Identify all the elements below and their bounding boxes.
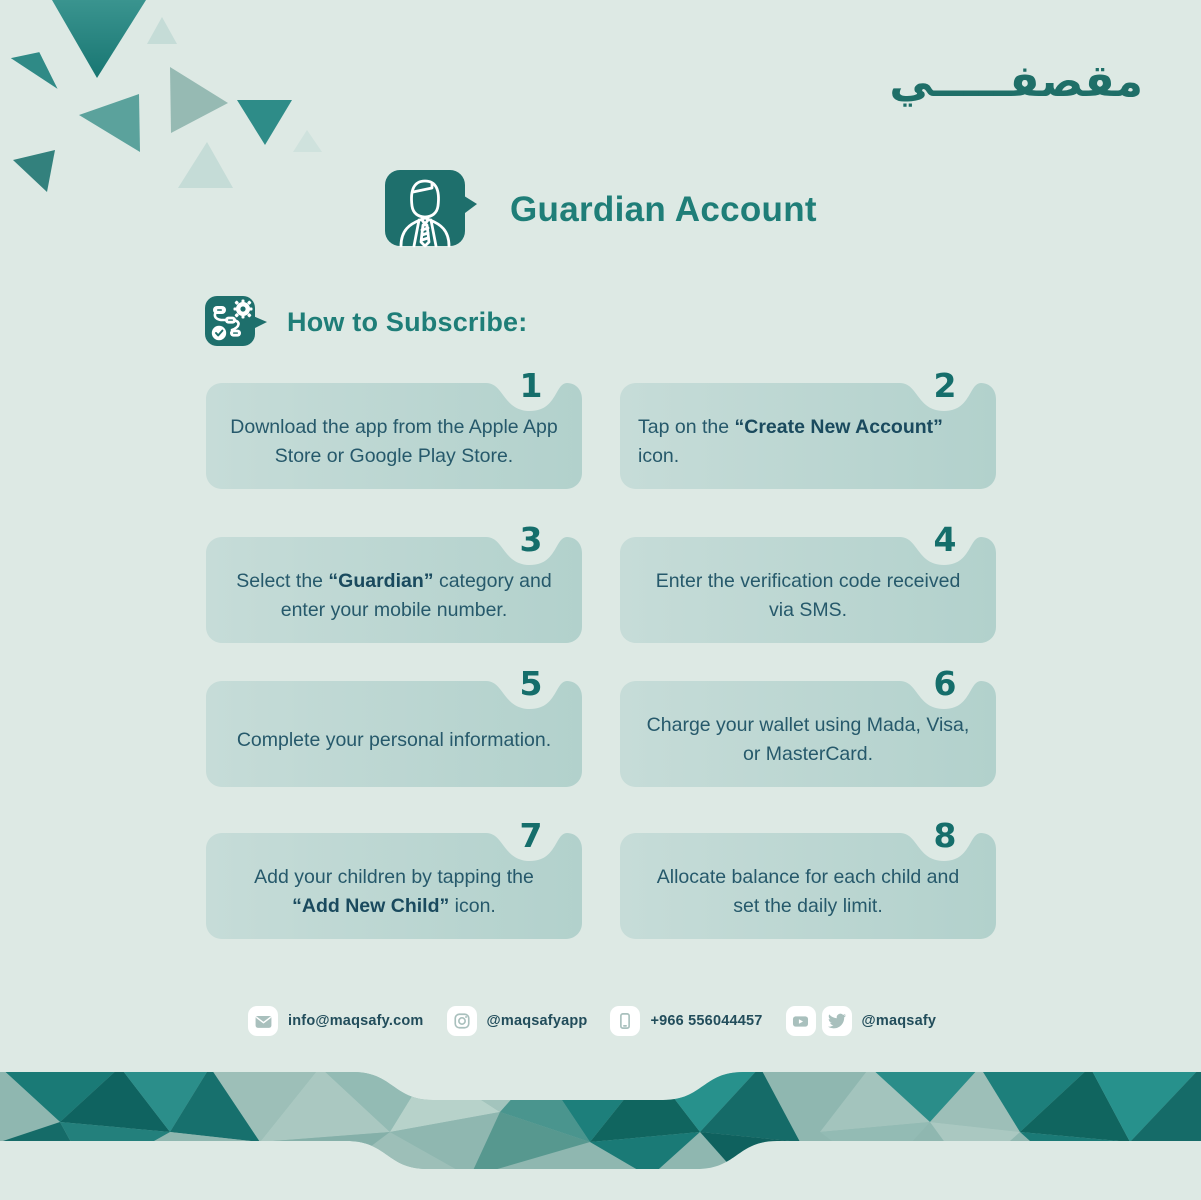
step-text-line: enter your mobile number. xyxy=(280,599,508,621)
guardian-speech-icon xyxy=(385,170,477,250)
step-text-line: Add your children by tapping the xyxy=(254,866,534,888)
twitter-icon xyxy=(822,1006,852,1036)
page-title: Guardian Account xyxy=(510,190,817,229)
step-text xyxy=(206,681,582,787)
step-text-line: or MasterCard. xyxy=(742,743,874,765)
step-text xyxy=(206,383,582,489)
steps-grid xyxy=(206,366,996,939)
step-number: 4 xyxy=(933,520,957,559)
brand-logo: مقصفـــــي xyxy=(889,56,1143,107)
step-text-line: Enter the verification code received xyxy=(655,570,961,592)
footer-contacts xyxy=(248,1006,936,1036)
step-text xyxy=(620,537,996,643)
step-text-line: Allocate balance for each child and xyxy=(656,866,960,888)
step-text-line: via SMS. xyxy=(768,599,848,621)
step-text-line: Select the “Guardian” category and xyxy=(236,570,552,592)
step-card xyxy=(206,520,582,643)
step-number: 7 xyxy=(519,816,543,855)
step-number: 2 xyxy=(933,366,957,405)
step-text xyxy=(620,833,996,939)
step-text-line: set the daily limit. xyxy=(733,895,883,917)
step-number: 1 xyxy=(519,366,543,405)
phone-icon xyxy=(610,1006,640,1036)
step-card xyxy=(206,366,582,489)
instagram-text: @maqsafyapp xyxy=(486,1013,588,1029)
step-text-line: Tap on the “Create New Account” icon. xyxy=(638,416,943,467)
step-text xyxy=(620,383,996,489)
triangle-decoration xyxy=(0,0,340,200)
youtube-icon xyxy=(786,1006,816,1036)
step-card xyxy=(620,366,996,489)
step-text xyxy=(206,833,582,939)
step-text xyxy=(620,681,996,787)
footer-social xyxy=(786,1006,937,1036)
step-card xyxy=(620,520,996,643)
process-steps-icon xyxy=(205,296,267,348)
footer-instagram xyxy=(447,1006,588,1036)
step-number: 5 xyxy=(519,664,543,703)
bottom-ribbon-decoration xyxy=(0,1072,1201,1170)
step-text xyxy=(206,537,582,643)
instagram-icon xyxy=(447,1006,477,1036)
step-text-line: “Add New Child” icon. xyxy=(292,895,496,917)
footer-email xyxy=(248,1006,424,1036)
step-text-line: Store or Google Play Store. xyxy=(274,445,514,467)
step-text-line: Download the app from the Apple App xyxy=(230,416,558,438)
step-card xyxy=(620,816,996,939)
step-number: 8 xyxy=(933,816,957,855)
subscribe-row xyxy=(205,296,527,348)
step-card xyxy=(620,664,996,787)
social-text: @maqsafy xyxy=(861,1013,937,1029)
footer-phone xyxy=(610,1006,762,1036)
email-text: info@maqsafy.com xyxy=(288,1013,424,1029)
step-card xyxy=(206,664,582,787)
step-text-line: Complete your personal information. xyxy=(236,728,552,751)
step-text-line: Charge your wallet using Mada, Visa, xyxy=(646,714,970,736)
step-number: 3 xyxy=(519,520,543,559)
phone-text: +966 556044457 xyxy=(650,1013,763,1029)
title-row xyxy=(385,170,817,250)
step-number: 6 xyxy=(933,664,957,703)
section-heading: How to Subscribe: xyxy=(287,306,528,337)
mail-icon xyxy=(248,1006,278,1036)
step-card xyxy=(206,816,582,939)
